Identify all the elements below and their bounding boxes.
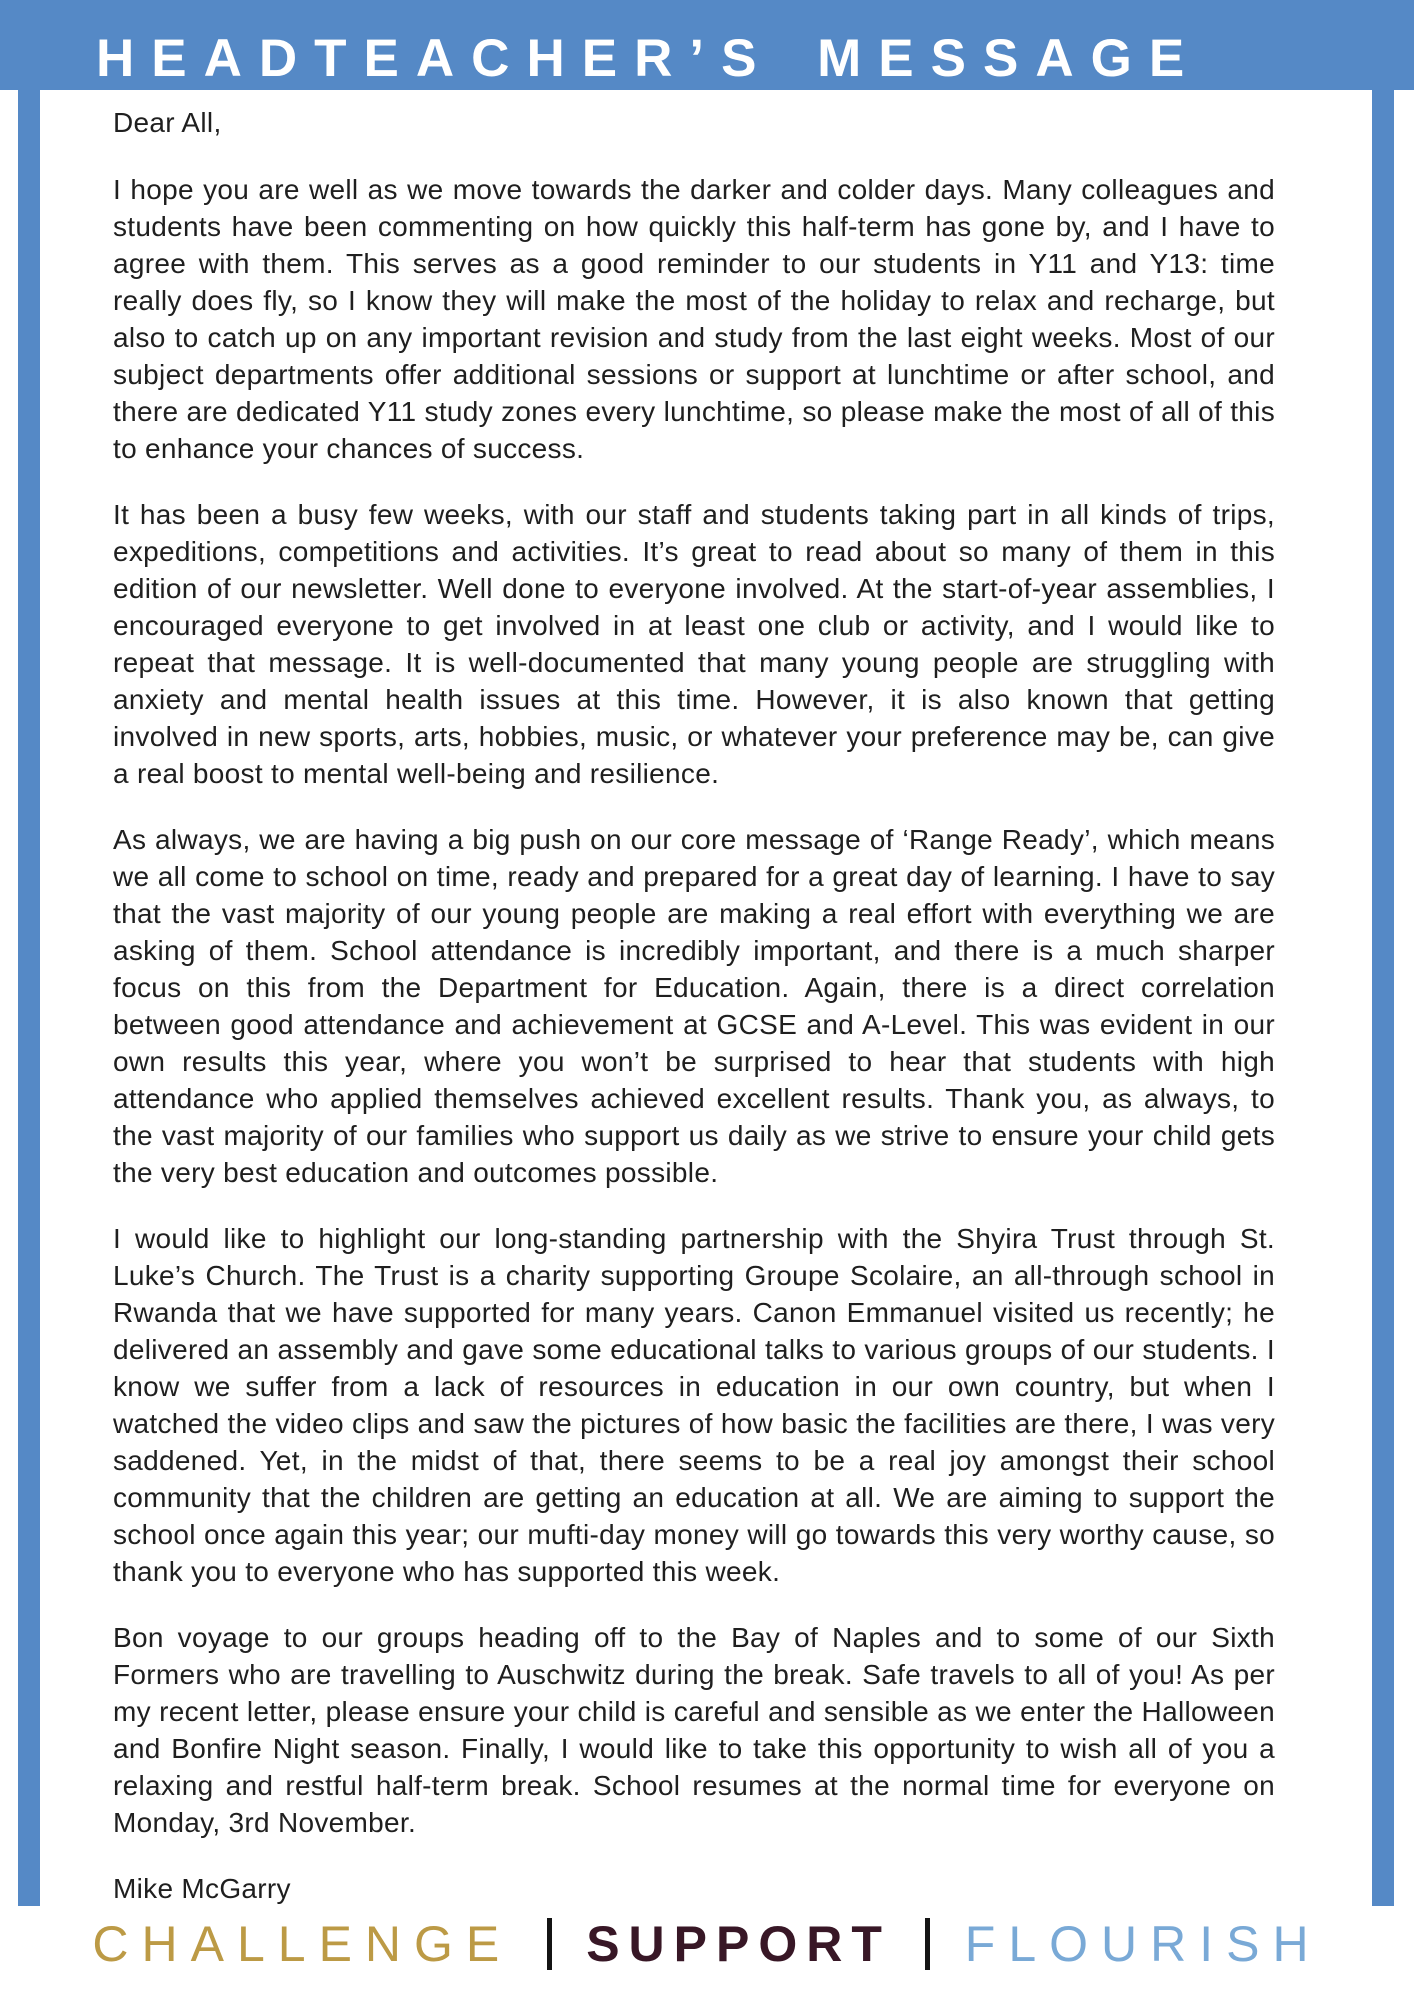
motto-separator bbox=[547, 1918, 552, 1970]
motto-support: SUPPORT bbox=[586, 1916, 891, 1972]
letter-paragraph: I hope you are well as we move towards the darker and colder days. Many colleagues and students have been commenting on how quickly this half-term has gone by, and I have to agree with them. This serves as a good reminder to our students in Y11 and Y13: time really does fly, so I know they will make the most of the holiday to relax and recharge, but also to catch up on any important revision and study from the last eight weeks. Most of our subject departments offer additional sessions or support at lunchtime or after school, and there are dedicated Y11 study zones every lunchtime, so please make the most of all of this to enhance your chances of success. bbox=[113, 174, 1275, 464]
motto-flourish: FLOURISH bbox=[964, 1916, 1322, 1972]
letter-paragraph: It has been a busy few weeks, with our staff and students taking part in all kinds of trips, expeditions, competitions and activities. It’s great to read about so many of them in this edition of our newsletter. Well done to everyone involved. At the start-of-year assemblies, I encouraged everyone to get involved in at least one club or activity, and I would like to repeat that message. It is well-documented that many young people are struggling with anxiety and mental health issues at this time. However, it is also known that getting involved in new sports, arts, hobbies, music, or whatever your preference may be, can give a real boost to mental well-being and resilience. bbox=[113, 499, 1275, 789]
letter-paragraph: Bon voyage to our groups heading off to the Bay of Naples and to some of our Sixth Formers who are travelling to Auschwitz during the break. Safe travels to all of you! As per my recent letter, please ensure your child is careful and sensible as we enter the Halloween and Bonfire Night season. Finally, I would like to take this opportunity to wish all of you a relaxing and restful half-term break. School resumes at the normal time for everyone on Monday, 3rd November. bbox=[113, 1622, 1275, 1838]
letter-paragraph: As always, we are having a big push on our core message of ‘Range Ready’, which means we all come to school on time, ready and prepared for a great day of learning. I have to say that the vast majority of our young people are making a real effort with everything we are asking of them. School attendance is incredibly important, and there is a much sharper focus on this from the Department for Education. Again, there is a direct correlation between good attendance and achievement at GCSE and A-Level. This was evident in our own results this year, where you won’t be surprised to hear that students with high attendance who applied themselves achieved excellent results. Thank you, as always, to the vast majority of our families who support us daily as we strive to ensure your child gets the very best education and outcomes possible. bbox=[113, 824, 1275, 1188]
page-title: HEADTEACHER’S MESSAGE bbox=[96, 29, 1202, 88]
left-border-rail bbox=[18, 90, 40, 2000]
motto-separator bbox=[925, 1918, 930, 1970]
letter-body bbox=[113, 104, 1275, 1904]
motto-challenge: CHALLENGE bbox=[92, 1916, 513, 1972]
right-border-rail bbox=[1372, 90, 1394, 2000]
signature-name: Mike McGarry bbox=[113, 1873, 291, 1904]
school-motto bbox=[0, 1906, 1414, 2000]
header-band bbox=[0, 0, 1414, 90]
signature-block bbox=[113, 1870, 1275, 1904]
letter-greeting: Dear All, bbox=[113, 107, 222, 138]
letter-paragraph: I would like to highlight our long-standing partnership with the Shyira Trust through St. Luke’s Church. The Trust is a charity supporting Groupe Scolaire, an all-through school in Rwanda that we have supported for many years. Canon Emmanuel visited us recently; he delivered an assembly and gave some educational talks to various groups of our students. I know we suffer from a lack of resources in education in our own country, but when I watched the video clips and saw the pictures of how basic the facilities are there, I was very saddened. Yet, in the midst of that, there seems to be a real joy amongst their school community that the children are getting an education at all. We are aiming to support the school once again this year; our mufti-day money will go towards this very worthy cause, so thank you to everyone who has supported this week. bbox=[113, 1223, 1275, 1587]
